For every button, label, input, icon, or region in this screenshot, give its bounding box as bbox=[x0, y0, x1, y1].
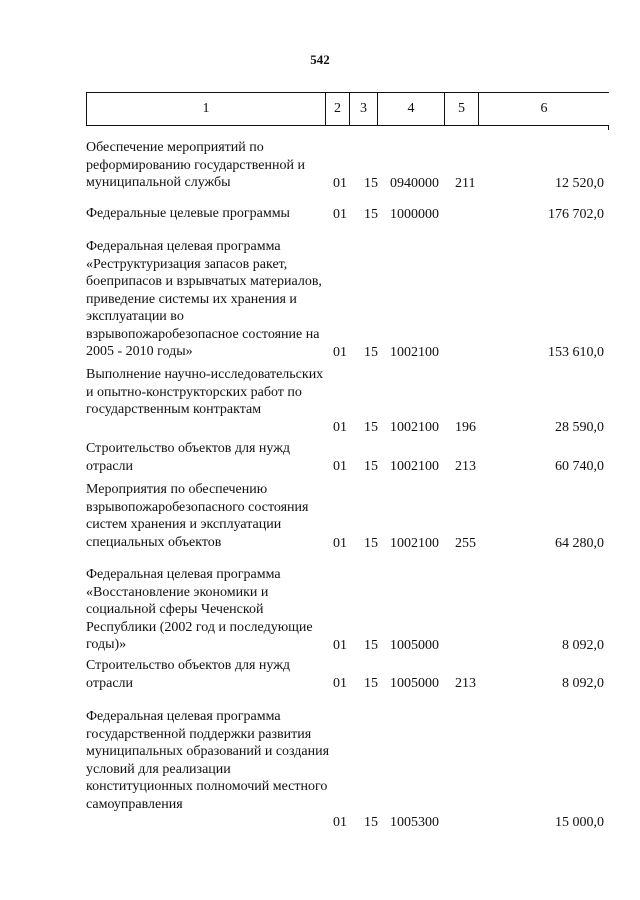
row-target-article-code: 1000000 bbox=[390, 206, 439, 222]
row-amount: 28 590,0 bbox=[555, 419, 604, 435]
row-section-code: 01 bbox=[333, 419, 347, 435]
table-row bbox=[0, 481, 640, 552]
row-description: Строительство объектов для нужд отрасли bbox=[86, 658, 291, 691]
column-number-4: 4 bbox=[378, 93, 445, 125]
row-amount: 64 280,0 bbox=[555, 535, 604, 551]
row-amount: 153 610,0 bbox=[548, 344, 604, 360]
row-expense-type-code: 213 bbox=[455, 458, 476, 474]
table-row bbox=[0, 205, 640, 223]
table-row bbox=[0, 440, 640, 475]
row-subsection-code: 15 bbox=[364, 344, 378, 360]
row-description: Строительство объектов для нужд отрасли bbox=[86, 441, 291, 474]
row-target-article-code: 1002100 bbox=[390, 419, 439, 435]
column-number-3: 3 bbox=[350, 93, 378, 125]
row-amount: 15 000,0 bbox=[555, 814, 604, 830]
row-target-article-code: 0940000 bbox=[390, 175, 439, 191]
row-subsection-code: 15 bbox=[364, 175, 378, 191]
row-section-code: 01 bbox=[333, 458, 347, 474]
table-row bbox=[0, 238, 640, 361]
page-number: 542 bbox=[310, 52, 330, 67]
table-row bbox=[0, 708, 640, 831]
row-expense-type-code: 255 bbox=[455, 535, 476, 551]
row-target-article-code: 1005300 bbox=[390, 814, 439, 830]
row-subsection-code: 15 bbox=[364, 458, 378, 474]
row-amount: 12 520,0 bbox=[555, 175, 604, 191]
row-subsection-code: 15 bbox=[364, 535, 378, 551]
column-number-6: 6 bbox=[540, 101, 548, 116]
row-target-article-code: 1002100 bbox=[390, 535, 439, 551]
row-description: Федеральная целевая программа «Восстановление экономики и социальной сферы Чеченской Республики (2002 год и последующие годы)» bbox=[86, 567, 313, 652]
row-subsection-code: 15 bbox=[364, 675, 378, 691]
header-right-tick bbox=[608, 125, 609, 130]
row-target-article-code: 1002100 bbox=[390, 458, 439, 474]
row-expense-type-code: 196 bbox=[455, 419, 476, 435]
row-subsection-code: 15 bbox=[364, 814, 378, 830]
column-number-5: 5 bbox=[445, 93, 479, 125]
row-subsection-code: 15 bbox=[364, 206, 378, 222]
column-number-1: 1 bbox=[87, 93, 326, 125]
row-section-code: 01 bbox=[333, 344, 347, 360]
table-row bbox=[0, 657, 640, 692]
row-section-code: 01 bbox=[333, 637, 347, 653]
row-target-article-code: 1002100 bbox=[390, 344, 439, 360]
row-description: Обеспечение мероприятий по реформированию государственной и муниципальной службы bbox=[86, 140, 305, 190]
row-amount: 8 092,0 bbox=[562, 675, 604, 691]
row-amount: 60 740,0 bbox=[555, 458, 604, 474]
table-row bbox=[0, 566, 640, 654]
row-section-code: 01 bbox=[333, 675, 347, 691]
row-subsection-code: 15 bbox=[364, 419, 378, 435]
row-amount: 176 702,0 bbox=[548, 206, 604, 222]
row-section-code: 01 bbox=[333, 814, 347, 830]
table-row bbox=[0, 139, 640, 192]
row-expense-type-code: 211 bbox=[455, 175, 476, 191]
row-target-article-code: 1005000 bbox=[390, 675, 439, 691]
row-section-code: 01 bbox=[333, 206, 347, 222]
row-section-code: 01 bbox=[333, 175, 347, 191]
row-description: Федеральные целевые программы bbox=[86, 206, 290, 221]
row-description: Выполнение научно-исследовательских и опытно-конструкторских работ по государственным контрактам bbox=[86, 367, 324, 417]
row-description: Федеральная целевая программа государственной поддержки развития муниципальных образований и создания условий для реализации конституционных полномочий местного самоуправления bbox=[86, 709, 330, 812]
table-row bbox=[0, 366, 640, 436]
column-number-2: 2 bbox=[326, 93, 350, 125]
row-section-code: 01 bbox=[333, 535, 347, 551]
row-description: Мероприятия по обеспечению взрывопожаробезопасного состояния систем хранения и эксплуатации специальных объектов bbox=[86, 482, 309, 550]
row-expense-type-code: 213 bbox=[455, 675, 476, 691]
row-amount: 8 092,0 bbox=[562, 637, 604, 653]
column-number-header bbox=[86, 92, 609, 126]
row-subsection-code: 15 bbox=[364, 637, 378, 653]
row-target-article-code: 1005000 bbox=[390, 637, 439, 653]
row-description: Федеральная целевая программа «Реструктуризация запасов ракет, боеприпасов и взрывчатых материалов, приведение системы их хранения и эксплуатации во взрывопожаробезопасное состояние на 2005 - 2010 годы» bbox=[86, 239, 322, 359]
